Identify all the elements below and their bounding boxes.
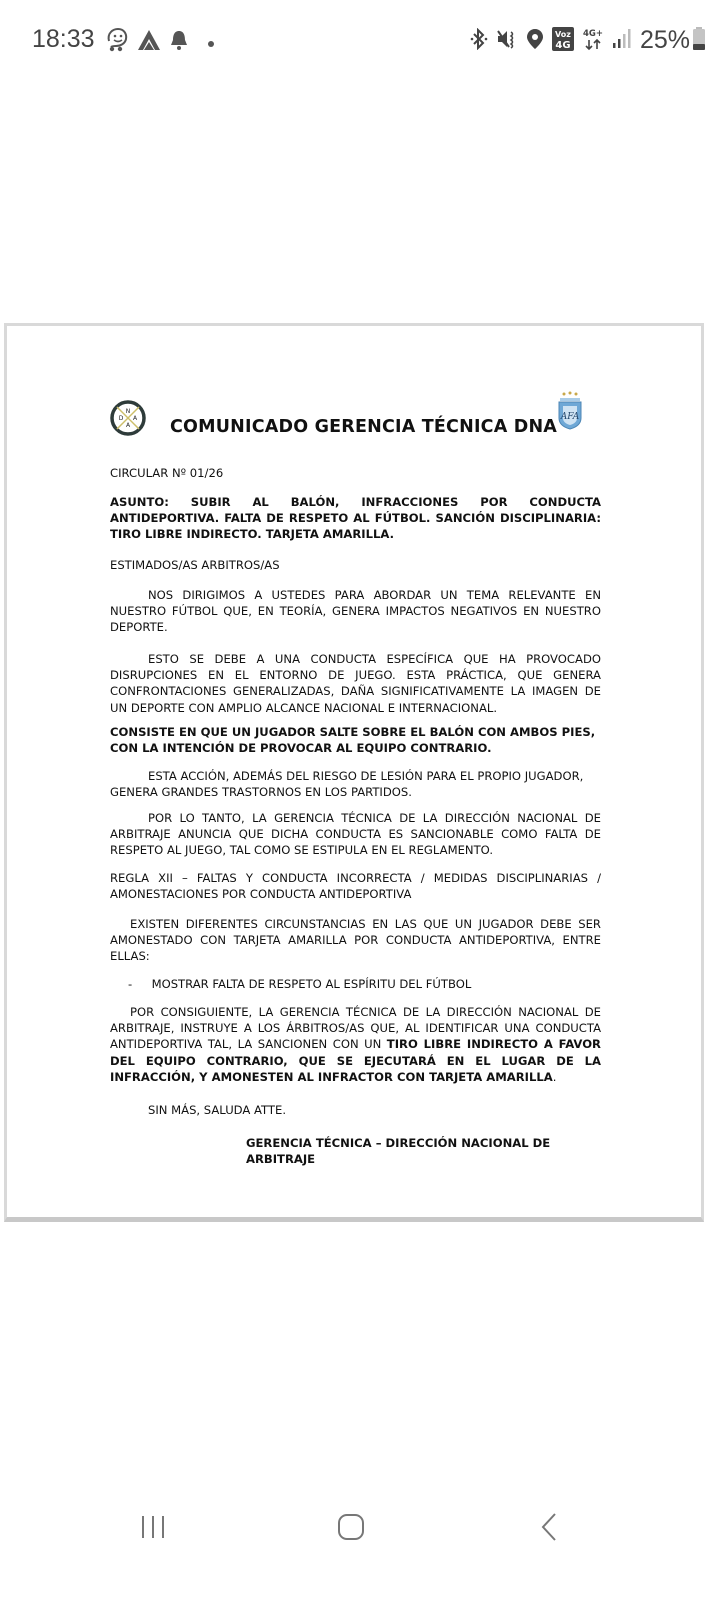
bluetooth-icon [470,28,488,54]
closing: SIN MÁS, SALUDA ATTE. [148,1103,287,1117]
paragraph-circumstances: EXISTEN DIFERENTES CIRCUNSTANCIAS EN LAS QUE UN JUGADOR DEBE SER AMONESTADO CON TARJETA AMARILLA POR CONDUCTA ANTIDEPORTIVA, ENTRE ELLAS: [110,917,601,964]
battery-icon [692,27,706,55]
status-bar [0,0,720,80]
paragraph-conduct: ESTO SE DEBE A UNA CONDUCTA ESPECÍFICA QUE HA PROVOCADO DISRUPCIONES EN EL ENTORNO DE JUEGO. ESTA PRÁCTICA, QUE GENERA CONFRONTACIONES GENERALIZADAS, DAÑA SIGNIFICATIVAMENTE LA IMAGEN DE UN DEPORTE CON AMPLIO ALCANCE NACIONAL E INTERNACIONAL. [110,652,601,715]
signal-icon [612,28,632,54]
volte-4g-icon [552,27,574,55]
paragraph-instruction [110,1004,601,1085]
svg-text:AFA: AFA [560,412,580,422]
list-bullet: - [128,977,133,991]
greeting: ESTIMADOS/AS ARBITROS/AS [110,558,280,572]
paragraph-intro: NOS DIRIGIMOS A USTEDES PARA ABORDAR UN TEMA RELEVANTE EN NUESTRO FÚTBOL QUE, EN TEORÍA, GENERA IMPACTOS NEGATIVOS EN NUESTRO DEPORTE. [110,588,601,635]
signature: GERENCIA TÉCNICA – DIRECCIÓN NACIONAL DE ARBITRAJE [246,1136,551,1167]
android-auto-icon [137,29,161,55]
notification-icons [105,27,215,57]
4g-plus-data-icon [582,27,604,55]
svg-text:4G: 4G [555,39,571,51]
battery-percent: 25% [639,26,690,54]
svg-text:A: A [132,415,138,422]
paragraph-announcement: POR LO TANTO, LA GERENCIA TÉCNICA DE LA DIRECCIÓN NACIONAL DE ARBITRAJE ANUNCIA QUE DICHA CONDUCTA ES SANCIONABLE COMO FALTA DE RESPETO AL JUEGO, TAL COMO SE ESTIPULA EN EL REGLAMENTO. [110,811,601,858]
paragraph-risk: ESTA ACCIÓN, ADEMÁS DEL RIESGO DE LESIÓN PARA EL PROPIO JUGADOR, GENERA GRANDES TRASTORNOS EN LOS PARTIDOS. [110,769,584,800]
recents-button[interactable] [138,1510,170,1548]
system-icons [470,26,706,55]
bell-icon [169,29,189,55]
afa-crest-icon [556,390,584,430]
dot-icon [207,33,215,52]
location-icon [526,28,544,54]
svg-text:4G+: 4G+ [582,28,603,39]
svg-text:D: D [118,415,124,422]
list-item-text: MOSTRAR FALTA DE RESPETO AL ESPÍRITU DEL FÚTBOL [151,977,472,991]
paragraph-definition: CONSISTE EN QUE UN JUGADOR SALTE SOBRE EL BALÓN CON AMBOS PIES, CON LA INTENCIÓN DE PROVOCAR AL EQUIPO CONTRARIO. [110,725,596,756]
subject: ASUNTO: SUBIR AL BALÓN, INFRACCIONES POR CONDUCTA ANTIDEPORTIVA. FALTA DE RESPETO AL FÚTBOL. SANCIÓN DISCIPLINARIA: TIRO LIBRE INDIRECTO. TARJETA AMARILLA. [110,495,601,542]
home-button[interactable] [336,1510,366,1548]
back-button[interactable] [536,1510,562,1548]
mute-vibrate-icon [496,28,518,54]
instruction-text: POR CONSIGUIENTE, LA GERENCIA TÉCNICA DE LA DIRECCIÓN NACIONAL DE ARBITRAJE, INSTRUYE A LOS ÁRBITROS/AS QUE, AL IDENTIFICAR UNA CONDUCTA ANTIDEPORTIVA TAL, LA SANCIONEN CON UN [110,1005,601,1052]
svg-text:A: A [125,422,131,429]
waze-icon [105,27,129,57]
circular-number: CIRCULAR Nº 01/26 [110,466,224,480]
dna-logo-icon [110,400,146,436]
status-time: 18:33 [32,25,95,53]
document-title: COMUNICADO GERENCIA TÉCNICA DNA [170,417,558,437]
instruction-sanction: TIRO LIBRE INDIRECTO A FAVOR DEL EQUIPO CONTRARIO, QUE SE EJECUTARÁ EN EL LUGAR DE LA INFRACCIÓN, Y AMONESTEN AL INFRACTOR CON TARJETA AMARILLA [110,1037,601,1084]
list-item [128,976,598,992]
svg-text:Voz: Voz [555,29,571,39]
instruction-end: . [552,1069,557,1084]
rule-reference: REGLA XII – FALTAS Y CONDUCTA INCORRECTA / MEDIDAS DISCIPLINARIAS / AMONESTACIONES POR CONDUCTA ANTIDEPORTIVA [110,871,601,902]
navigation-bar [0,1500,720,1560]
svg-text:N: N [125,408,131,415]
